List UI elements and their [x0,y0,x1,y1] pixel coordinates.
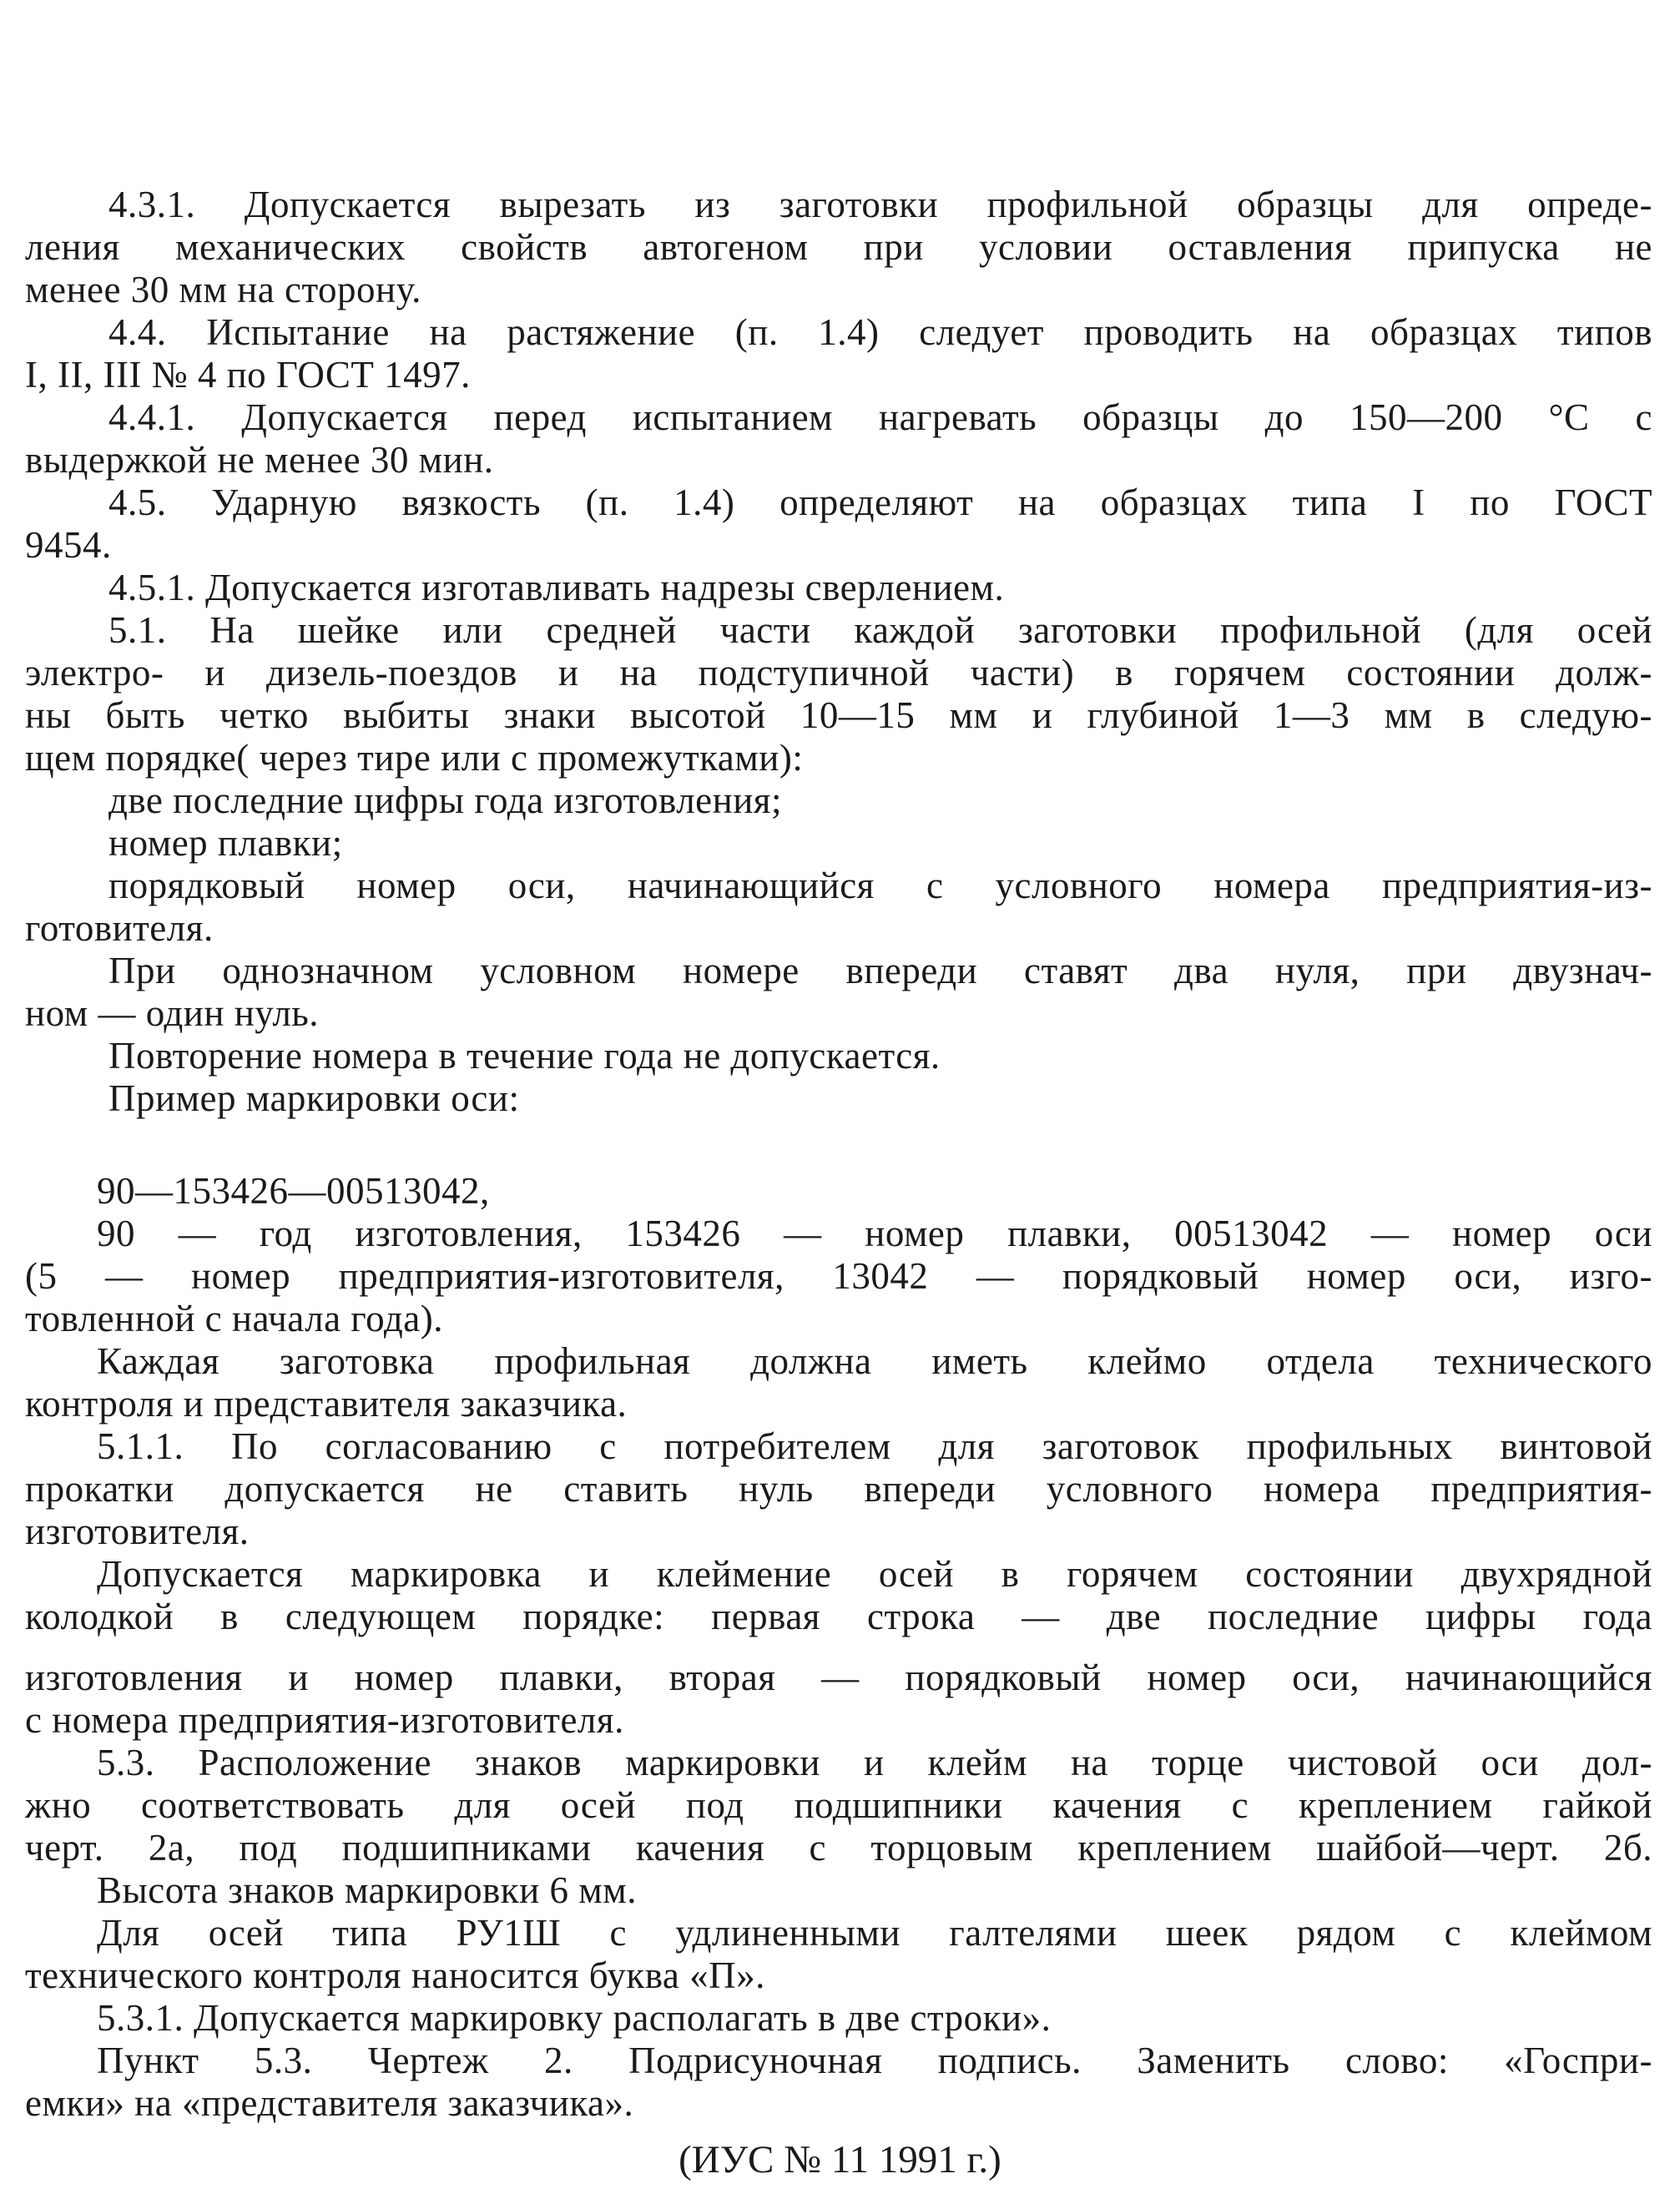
text-line: порядковый номер оси, начинающийся с условного номера предприятия-из- [108,865,1652,906]
text-line: товленной с начала года). [25,1298,443,1339]
document-page [25,184,1652,2125]
text-line: номер плавки; [108,822,343,864]
footer-citation: (ИУС № 11 1991 г.) [679,2138,1001,2181]
text-line: ления механических свойств автогеном при условии оставления припуска не [25,226,1652,268]
text-line: прокатки допускается не ставить нуль впереди условного номера предприятия- [25,1468,1652,1510]
text-line: ном — один нуль. [25,992,320,1034]
text-line: 4.5.1. Допускается изготавливать надрезы сверлением. [108,567,1005,608]
text-line: выдержкой не менее 30 мин. [25,439,494,481]
text-line: Для осей типа РУ1Ш с удлиненными галтелями шеек рядом с клеймом [97,1912,1652,1954]
text-line: жно соответствовать для осей под подшипники качения с креплением гайкой [25,1784,1652,1826]
text-line: изготовления и номер плавки, вторая — порядковый номер оси, начинающийся [25,1657,1652,1698]
text-line: Допускается маркировка и клеймение осей в горячем состоянии двухрядной [97,1553,1652,1595]
text-line: Пример маркировки оси: [108,1077,520,1119]
text-line: 4.5. Ударную вязкость (п. 1.4) определяют на образцах типа I по ГОСТ [108,482,1652,523]
text-line: Пункт 5.3. Чертеж 2. Подрисуночная подпись. Заменить слово: «Госпри- [97,2040,1652,2081]
text-line: менее 30 мм на сторону. [25,269,421,310]
text-line: технического контроля наносится буква «П». [25,1954,765,1996]
text-line: 4.4. Испытание на растяжение (п. 1.4) следует проводить на образцах типов [108,311,1652,353]
text-line: 5.3. Расположение знаков маркировки и клейм на торце чистовой оси дол- [97,1742,1652,1783]
text-line: Высота знаков маркировки 6 мм. [97,1869,637,1911]
text-line: Повторение номера в течение года не допускается. [108,1035,941,1077]
text-line: 9454. [25,524,112,566]
text-line: 5.1. На шейке или средней части каждой заготовки профильной (для осей [108,609,1652,651]
text-line: При однозначном условном номере впереди ставят два нуля, при двузнач- [108,950,1652,991]
text-line: 4.3.1. Допускается вырезать из заготовки профильной образцы для опреде- [108,184,1652,225]
text-line: колодкой в следующем порядке: первая строка — две последние цифры года [25,1596,1652,1637]
text-line: емки» на «представителя заказчика». [25,2082,634,2124]
text-line: две последние цифры года изготовления; [108,779,782,821]
text-line: 5.1.1. По согласованию с потребителем для заготовок профильных винтовой [97,1425,1652,1467]
text-line: с номера предприятия-изготовителя. [25,1699,624,1741]
text-line: 90 — год изготовления, 153426 — номер плавки, 00513042 — номер оси [97,1213,1652,1254]
text-line: 5.3.1. Допускается маркировку располагать в две строки». [97,1997,1052,2039]
text-line: черт. 2а, под подшипниками качения с торцовым креплением шайбой—черт. 2б. [25,1827,1652,1869]
text-line: 90—153426—00513042, [97,1170,490,1212]
text-line: 4.4.1. Допускается перед испытанием нагревать образцы до 150—200 °С с [108,396,1652,438]
text-line: готовителя. [25,907,214,949]
text-line: контроля и представителя заказчика. [25,1383,628,1425]
text-line: щем порядке( через тире или с промежутками): [25,737,804,779]
text-line: ны быть четко выбиты знаки высотой 10—15 мм и глубиной 1—3 мм в следую- [25,694,1652,736]
text-line: (5 — номер предприятия-изготовителя, 13042 — порядковый номер оси, изго- [25,1255,1652,1297]
text-line: изготовителя. [25,1511,250,1552]
text-line: I, II, III № 4 по ГОСТ 1497. [25,354,471,396]
text-line: Каждая заготовка профильная должна иметь клеймо отдела технического [97,1340,1652,1382]
text-line: электро- и дизель-поездов и на подступичной части) в горячем состоянии долж- [25,652,1652,693]
